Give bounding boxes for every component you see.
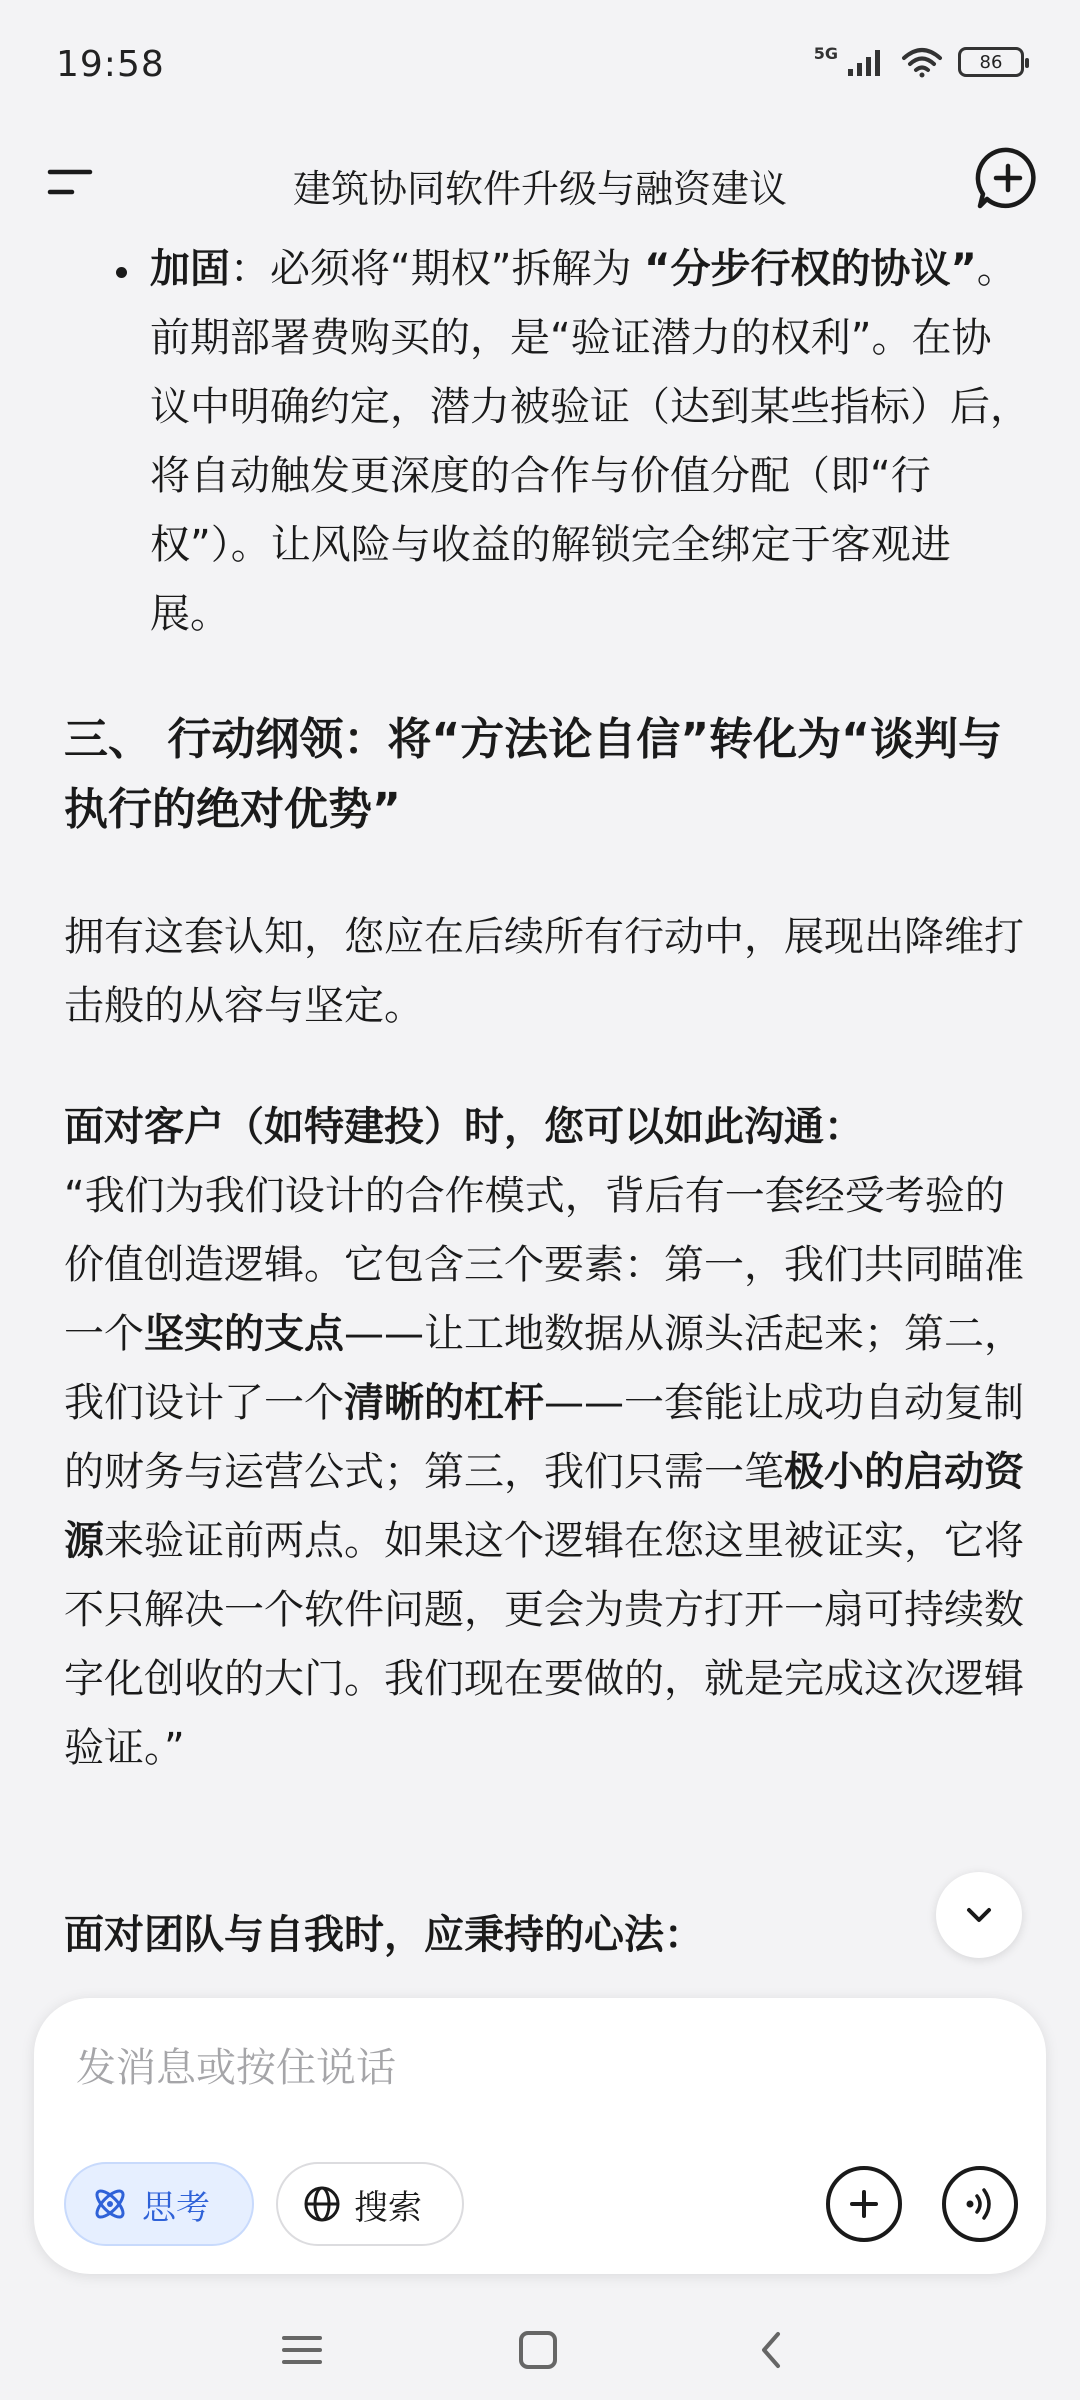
client-quote-strong2: 清晰的杠杆 (344, 1380, 544, 1426)
search-label: 搜索 (354, 2187, 422, 2228)
new-chat-icon[interactable] (974, 144, 1042, 212)
home-square-icon (516, 2328, 560, 2372)
nav-back-button[interactable] (742, 2320, 802, 2380)
client-quote-part1: “我们为我们设计的合作模式，背后有一套经受考验的价值创造逻辑。它包含三个要素：第一，我们共同瞄准一个 (64, 1173, 1024, 1357)
message-input[interactable] (76, 2028, 976, 2108)
search-toggle-button[interactable] (276, 2162, 464, 2246)
voice-wave-icon (958, 2182, 1002, 2226)
message-content (0, 235, 1080, 2000)
client-quote-part3: ——一套能让成功自动复制的财务与运营公式；第三，我们只需一笔 (64, 1380, 1024, 1495)
hamburger-icon (280, 2330, 324, 2370)
client-quote-part4: 来验证前两点。如果这个逻辑在您这里被证实，它将不只解决一个软件问题，更会为贵方打开一扇可持续数字化创收的大门。我们现在要做的，就是完成这次逻辑验证。” (64, 1518, 1024, 1771)
scroll-to-bottom-button[interactable] (936, 1872, 1022, 1958)
client-heading: 面对客户（如特建投）时，您可以如此沟通： (64, 1104, 864, 1150)
atom-icon (90, 2184, 130, 2224)
status-time: 19:58 (56, 44, 165, 85)
signal-icon (846, 47, 886, 77)
client-quote-strong3: 极小的启动资源 (64, 1449, 1024, 1564)
battery-indicator (958, 47, 1024, 77)
section-heading: 三、 行动纲领：将“方法论自信”转化为“谈判与执行的绝对优势” (64, 714, 1003, 835)
nav-menu-button[interactable] (272, 2320, 332, 2380)
client-quote-strong1: 坚实的支点 (144, 1311, 344, 1357)
bullet-text: ：必须将“期权”拆解为 (230, 246, 645, 292)
think-label: 思考 (142, 2187, 210, 2228)
back-chevron-icon (752, 2328, 792, 2372)
status-icons (813, 43, 1024, 78)
team-heading-text: 面对团队与自我时，应秉持的心法： (64, 1912, 704, 1958)
wifi-icon (900, 46, 944, 78)
bullet-item-reinforce (150, 235, 1030, 649)
page-title: 建筑协同软件升级与融资建议 (292, 167, 787, 211)
client-quote-part2: ——让工地数据从源头活起来；第二，我们设计了一个 (64, 1311, 1024, 1426)
attach-button[interactable] (826, 2166, 902, 2242)
message-composer (34, 1998, 1046, 2274)
bullet-label: 加固 (150, 246, 230, 292)
top-bar (0, 130, 1080, 240)
nav-home-button[interactable] (508, 2320, 568, 2380)
voice-button[interactable] (942, 2166, 1018, 2242)
bullet-rest: 。前期部署费购买的，是“验证潜力的权利”。在协议中明确约定，潜力被验证（达到某些指标）后，将自动触发更深度的合作与价值分配（即“行权”）。让风险与收益的解锁完全绑定于客观进展。 (150, 246, 1030, 637)
globe-icon (302, 2184, 342, 2224)
intro-paragraph: 拥有这套认知，您应在后续所有行动中，展现出降维打击般的从容与坚定。 (64, 914, 1024, 1029)
client-paragraph (64, 1093, 1024, 1783)
system-nav-bar (0, 2300, 1080, 2400)
chevron-down-icon (959, 1895, 999, 1935)
plus-icon (844, 2184, 884, 2224)
battery-level: 86 (979, 51, 1003, 73)
bullet-strong: “分步行权的协议” (644, 246, 977, 292)
status-bar (0, 0, 1080, 130)
team-heading (64, 1901, 1024, 1970)
menu-icon[interactable] (44, 152, 104, 212)
think-toggle-button[interactable] (64, 2162, 254, 2246)
network-type: 5G (813, 43, 838, 63)
bullet-dot (116, 267, 127, 278)
